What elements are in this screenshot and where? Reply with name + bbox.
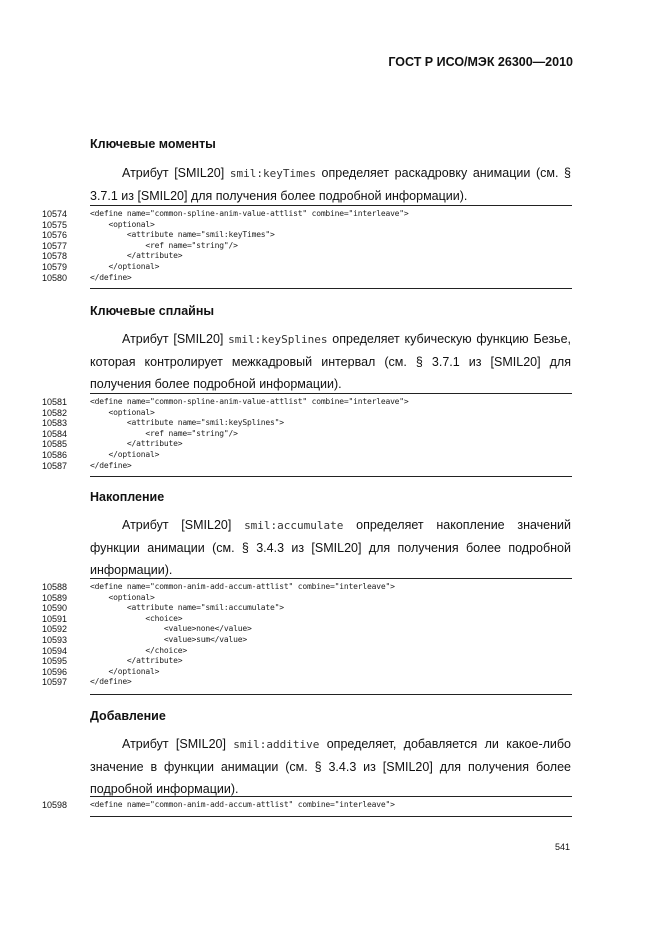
- line-number: 10580: [42, 272, 68, 283]
- code-line: [42, 230, 572, 241]
- code-line: [42, 614, 572, 625]
- code-text: <choice>: [90, 613, 183, 623]
- code-text: <define name="common-spline-anim-value-attlist" combine="interleave">: [90, 209, 409, 218]
- code-line: [42, 461, 572, 472]
- line-number: 10583: [42, 418, 68, 429]
- code-text: <define name="common-anim-add-accum-attlist" combine="interleave">: [90, 800, 395, 809]
- code-line: [42, 241, 572, 252]
- line-number: 10593: [42, 635, 68, 645]
- line-number: 10596: [42, 666, 68, 677]
- code-text: <value>sum</value>: [90, 635, 247, 644]
- code-listing-accumulate: [42, 578, 572, 696]
- code-line: [42, 635, 572, 646]
- code-line: [42, 450, 572, 461]
- code-line: [42, 418, 572, 429]
- line-number: 10588: [42, 582, 68, 592]
- line-number: 10589: [42, 592, 68, 603]
- paragraph-text: Атрибут [SMIL20]: [122, 518, 245, 532]
- code-line: [42, 593, 572, 604]
- code-text: </attribute>: [90, 439, 183, 449]
- code-text: <value>none</value>: [90, 624, 252, 634]
- line-number: 10574: [42, 209, 68, 219]
- code-line: [42, 262, 572, 273]
- code-rule-bottom: [90, 288, 572, 289]
- line-number: 10594: [42, 645, 68, 656]
- code-line: [42, 800, 572, 811]
- paragraph-text: определяет кубическую функцию Безье, которая контролирует межкадровый интервал (см. § 3.7.1 из [SMIL20] для получения более подробной информации).: [90, 332, 571, 391]
- paragraph-key-splines: [90, 328, 571, 395]
- code-listing-key-splines: [42, 393, 572, 478]
- code-text: <attribute name="smil:keySplines">: [90, 418, 284, 428]
- line-number: 10595: [42, 656, 68, 667]
- paragraph-text: Атрибут [SMIL20]: [122, 332, 229, 346]
- line-number: 10578: [42, 251, 68, 262]
- code-line: [42, 209, 572, 220]
- inline-code: smil:keySplines: [228, 333, 328, 346]
- code-line: [42, 624, 572, 635]
- code-text: </define>: [90, 272, 132, 282]
- code-rule-bottom: [90, 476, 572, 477]
- document-header: ГОСТ Р ИСО/МЭК 26300—2010: [388, 55, 573, 69]
- code-rule-top: [90, 393, 572, 394]
- code-line: [42, 273, 572, 284]
- code-text: <define name="common-anim-add-accum-attlist" combine="interleave">: [90, 582, 395, 591]
- line-number: 10576: [42, 230, 68, 241]
- code-rule-top: [90, 796, 572, 797]
- line-number: 10587: [42, 460, 68, 471]
- line-number: 10582: [42, 407, 68, 418]
- code-text: </define>: [90, 677, 132, 687]
- code-text: </define>: [90, 460, 132, 470]
- code-text: </attribute>: [90, 656, 183, 666]
- line-number: 10579: [42, 262, 68, 272]
- code-line: [42, 677, 572, 688]
- section-title-additive: Добавление: [90, 709, 166, 723]
- code-text: <attribute name="smil:accumulate">: [90, 603, 284, 613]
- code-text: <ref name="string"/>: [90, 428, 238, 438]
- code-text: </attribute>: [90, 251, 183, 261]
- line-number: 10586: [42, 450, 68, 460]
- code-text: <define name="common-spline-anim-value-attlist" combine="interleave">: [90, 397, 409, 406]
- code-listing-key-times: [42, 205, 572, 290]
- line-number: 10575: [42, 219, 68, 230]
- code-text: </optional>: [90, 450, 160, 459]
- paragraph-accumulate: [90, 514, 571, 581]
- code-text: <attribute name="smil:keyTimes">: [90, 230, 275, 240]
- code-line: [42, 646, 572, 657]
- page-number: 541: [555, 842, 571, 852]
- line-number: 10577: [42, 240, 68, 251]
- code-text: </optional>: [90, 262, 160, 271]
- code-rule-top: [90, 578, 572, 579]
- paragraph-text: Атрибут [SMIL20]: [122, 166, 230, 180]
- paragraph-additive: [90, 733, 571, 800]
- code-rule-bottom: [90, 694, 572, 695]
- code-line: [42, 603, 572, 614]
- line-number: 10598: [42, 800, 68, 810]
- line-number: 10592: [42, 624, 68, 635]
- code-line: [42, 220, 572, 231]
- section-title-accumulate: Накопление: [90, 490, 165, 504]
- line-number: 10585: [42, 439, 68, 450]
- code-line: [42, 582, 572, 593]
- inline-code: smil:accumulate: [244, 519, 344, 532]
- line-number: 10590: [42, 603, 68, 614]
- code-text: <optional>: [90, 592, 155, 602]
- paragraph-text: определяет накопление значений функции анимации (см. § 3.4.3 из [SMIL20] для получения более подробной информации).: [90, 518, 571, 577]
- line-number: 10597: [42, 677, 68, 688]
- paragraph-text: определяет раскадровку анимации (см. § 3.7.1 из [SMIL20] для получения более подробной информации).: [90, 166, 571, 203]
- line-number: 10591: [42, 613, 68, 624]
- paragraph-text: Атрибут [SMIL20]: [122, 737, 234, 751]
- code-rule-bottom: [90, 816, 572, 817]
- section-title-key-splines: Ключевые сплайны: [90, 304, 215, 318]
- code-line: [42, 667, 572, 678]
- line-number: 10584: [42, 428, 68, 439]
- code-line: [42, 656, 572, 667]
- code-line: [42, 251, 572, 262]
- line-number: 10581: [42, 397, 68, 407]
- section-title-key-times: Ключевые моменты: [90, 137, 216, 151]
- code-line: [42, 408, 572, 419]
- code-line: [42, 397, 572, 408]
- code-text: </optional>: [90, 666, 160, 676]
- code-text: <optional>: [90, 407, 155, 417]
- code-text: <optional>: [90, 219, 155, 229]
- inline-code: smil:keyTimes: [229, 167, 316, 180]
- code-rule-top: [90, 205, 572, 206]
- code-line: [42, 439, 572, 450]
- inline-code: smil:additive: [233, 738, 320, 751]
- code-listing-additive: [42, 796, 572, 818]
- code-text: </choice>: [90, 645, 187, 655]
- paragraph-text: определяет, добавляется ли какое-либо значение в функции анимации (см. § 3.4.3 из [SMIL20] для получения более подробной информации).: [90, 737, 571, 796]
- code-text: <ref name="string"/>: [90, 240, 238, 250]
- code-line: [42, 429, 572, 440]
- paragraph-key-times: [90, 162, 571, 207]
